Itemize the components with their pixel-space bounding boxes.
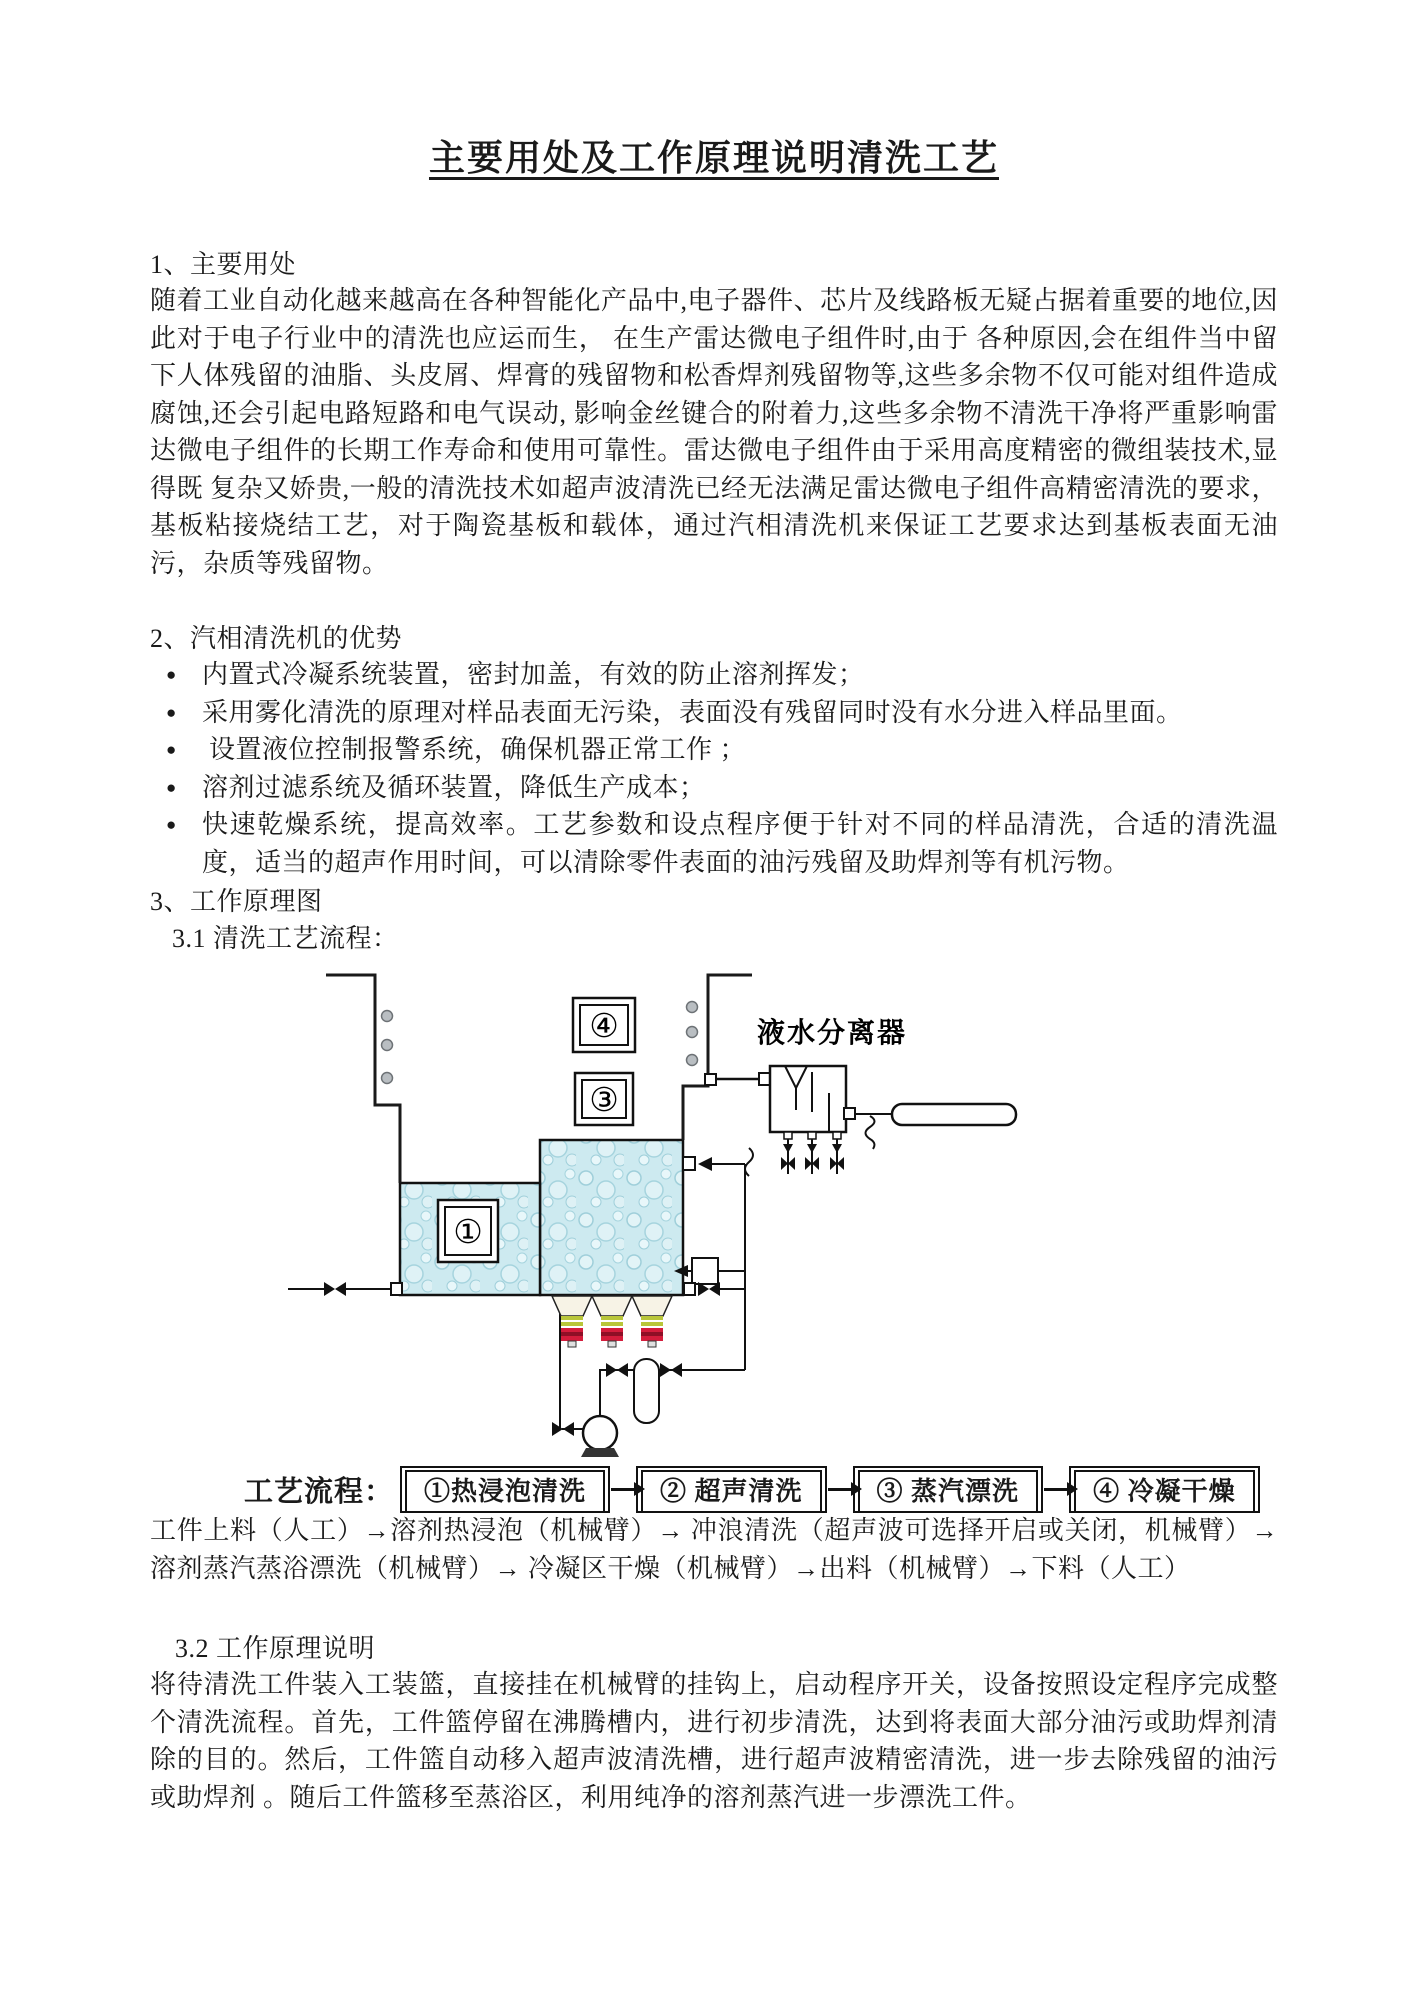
flow-step-label: ③ 蒸汽漂洗 <box>858 1470 1039 1513</box>
zone-3-box <box>575 1073 633 1125</box>
zone-1-label: ① <box>453 1215 483 1251</box>
drain-valve-icon <box>781 1132 795 1174</box>
process-diagram-svg <box>240 958 1020 1463</box>
flow-arrow-icon <box>828 1488 852 1491</box>
list-item-text: 快速乾燥系统，提高效率。工艺参数和设点程序便于针对不同的样品清洗，合适的清洗温度，适当的超声作用时间，可以清除零件表面的油污残留及助焊剂等有机污物。 <box>202 810 1278 877</box>
section-1-heading: 1、主要用处 <box>150 250 297 279</box>
return-line <box>683 1148 753 1176</box>
list-item <box>150 769 1278 807</box>
rivet-icon <box>687 1027 698 1038</box>
list-item-text: 设置液位控制报警系统，确保机器正常工作 ； <box>202 735 747 764</box>
process-diagram <box>240 958 1020 1463</box>
outlet-pipe <box>892 1104 1016 1125</box>
principle-paragraph: 将待清洗工件装入工装篮，直接挂在机械臂的挂钩上，启动程序开关，设备按照设定程序完成整个清洗流程。首先，工件篮停留在沸腾槽内，进行初步清洗，达到将表面大部分油污或助焊剂清除的目的。然后，工件篮自动移入超声波清洗槽，进行超声波精密清洗，进一步去除残留的油污或助焊剂 。随后工件篮移至蒸浴区，利用纯净的溶剂蒸汽进一步漂洗工件。 <box>150 1670 1278 1812</box>
list-item-text: 采用雾化清洗的原理对样品表面无污染，表面没有残留同时没有水分进入样品里面。 <box>202 697 1183 727</box>
bullet-icon: ● <box>166 777 177 797</box>
flow-step-box <box>400 1466 610 1513</box>
transducer-icon <box>552 1296 592 1347</box>
list-item-text: 溶剂过滤系统及循环装置，降低生产成本； <box>202 772 706 802</box>
section-1-paragraph: 随着工业自动化越来越高在各种智能化产品中,电子器件、芯片及线路板无疑占据着重要的地位,因此对于电子行业中的清洗也应运而生， 在生产雷达微电子组件时,由于 各种原因,会在组件当中留下人体残留的油脂、头皮屑、焊膏的残留物和松香焊剂残留物等,这些多余物不仅可能对组件造成腐蚀,还会引起电路短路和电气误动, 影响金丝键合的附着力,这些多余物不清洗干净将严重影响雷达微电子组件的长期工作寿命和使用可靠性。雷达微电子组件由于采用高度精密的微组装技术,显得既 复杂又娇贵,一般的清洗技术如超声波清洗已经无法满足雷达微电子组件高精密清洗的要求，基板粘接烧结工艺，对于陶瓷基板和载体，通过汽相清洗机来保证工艺要求达到基板表面无油污，杂质等残留物。 <box>150 286 1278 578</box>
list-item <box>150 806 1278 881</box>
flow-label: 工艺流程： <box>244 1475 395 1508</box>
drain-valve-icon <box>805 1132 819 1174</box>
bullet-icon: ● <box>166 815 177 834</box>
list-item <box>150 731 1278 769</box>
ultrasonic-transducers <box>552 1296 672 1347</box>
section-2-heading: 2、汽相清洗机的优势 <box>150 624 403 653</box>
flow-step-box <box>853 1466 1044 1513</box>
flow-arrow-icon <box>1044 1488 1068 1491</box>
list-item <box>150 694 1278 732</box>
filter-icon <box>634 1359 659 1423</box>
drain-valve-icon <box>830 1132 844 1174</box>
bullet-icon: ● <box>166 665 177 684</box>
water-separator-label: 液水分离器 <box>757 1018 908 1049</box>
list-item-text: 内置式冷凝系统装置，密封加盖，有效的防止溶剂挥发； <box>202 660 865 689</box>
bullet-icon: ● <box>166 702 177 722</box>
pipe-break-icon <box>866 1116 875 1149</box>
rivet-icon <box>687 1002 698 1013</box>
flow-text-paragraph: 工件上料（人工）→溶剂热浸泡（机械臂）→ 冲浪清洗（超声波可选择开启或关闭，机械臂）→ 溶剂蒸汽蒸浴漂洗（机械臂）→ 冷凝区干燥（机械臂）→出料（机械臂）→下料（人工） <box>150 1516 1285 1583</box>
valve-icon <box>606 1363 617 1377</box>
valve-icon <box>324 1282 335 1296</box>
list-item <box>150 656 1278 694</box>
section-3-heading: 3、工作原理图 <box>150 887 323 916</box>
valve-icon <box>552 1422 563 1436</box>
flow-arrow-icon <box>611 1488 635 1491</box>
rivet-icon <box>382 1040 393 1051</box>
pump-icon <box>583 1416 617 1450</box>
rivet-icon <box>382 1011 393 1022</box>
zone-4-label: ④ <box>589 1009 619 1045</box>
section-3-1-heading: 3.1 清洗工艺流程： <box>172 924 399 953</box>
flow-step-box <box>1069 1466 1260 1513</box>
section-3-2-heading: 3.2 工作原理说明 <box>175 1634 376 1663</box>
transducer-icon <box>632 1296 672 1347</box>
flow-step-label: ①热浸泡清洗 <box>405 1470 605 1513</box>
flow-step-label: ④ 冷凝干燥 <box>1074 1470 1255 1513</box>
advantage-list <box>150 656 1278 881</box>
zone-3-label: ③ <box>589 1083 619 1119</box>
flow-step-label: ② 超声清洗 <box>641 1470 822 1513</box>
process-flowchart <box>244 1460 1260 1518</box>
page-title: 主要用处及工作原理说明清洗工艺 <box>428 138 999 178</box>
rivet-icon <box>382 1073 393 1084</box>
bullet-icon: ● <box>166 740 177 759</box>
zone-4-box <box>573 998 635 1052</box>
transducer-icon <box>592 1296 632 1347</box>
pipe-break-icon <box>745 1148 753 1176</box>
valve-icon <box>660 1363 671 1377</box>
rivet-icon <box>687 1055 698 1066</box>
tank-wall-left <box>326 975 400 1183</box>
flow-step-box <box>636 1466 827 1513</box>
tank-wall-middle <box>683 975 752 1140</box>
zone-1-box <box>438 1200 498 1262</box>
arrow-left-icon <box>698 1157 712 1171</box>
